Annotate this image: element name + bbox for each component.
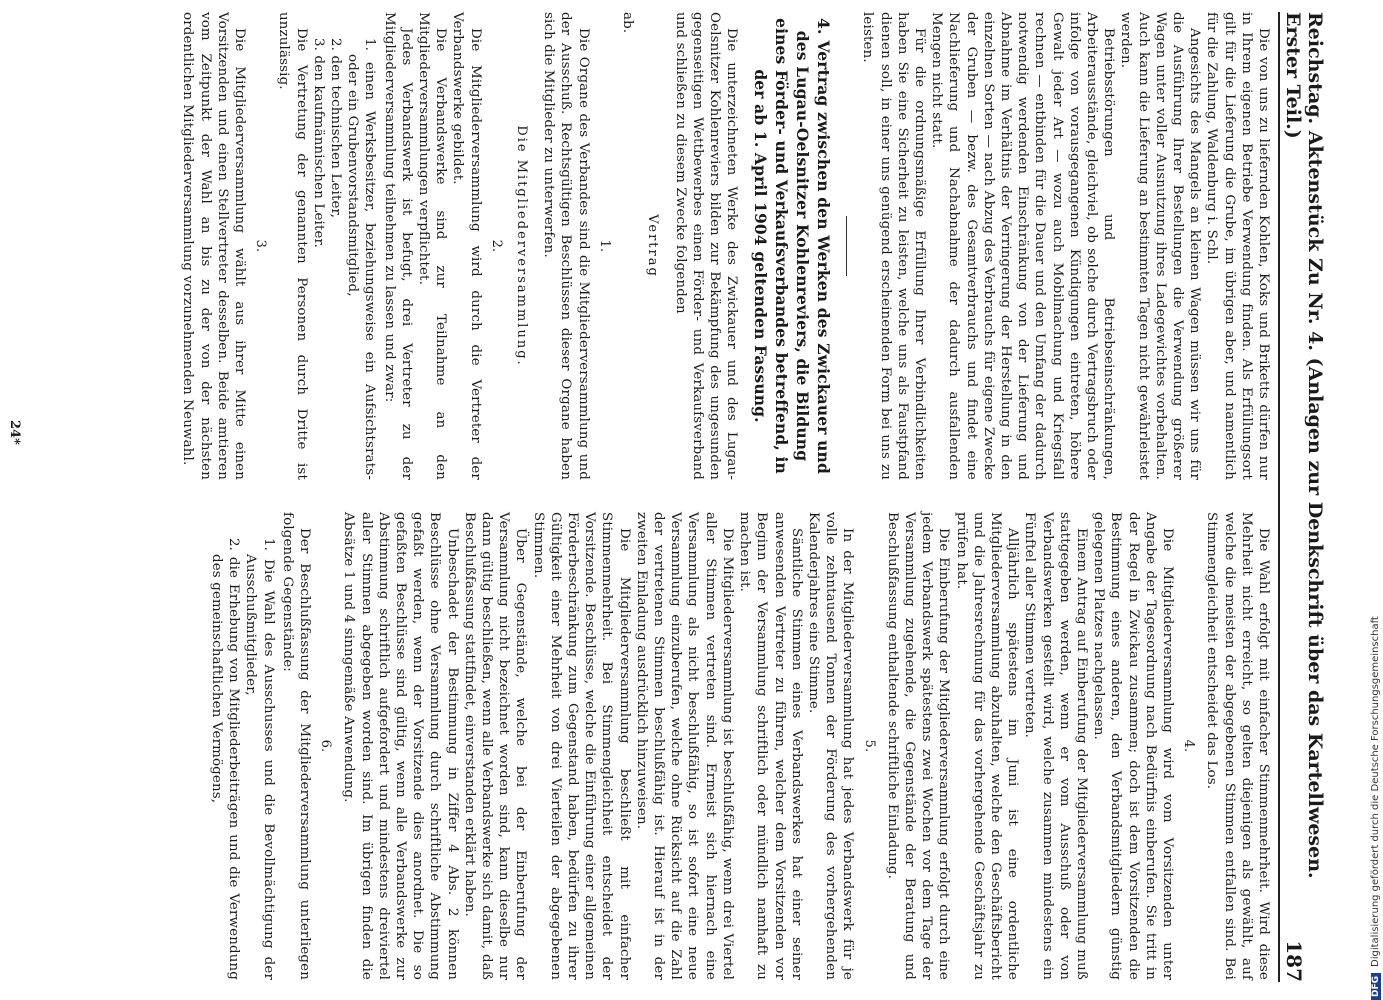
section-number: 5. <box>861 739 877 753</box>
dfg-logo: DFG <box>1371 973 1381 1000</box>
printer-signature: 24* <box>7 420 22 445</box>
section-divider <box>846 216 847 276</box>
paragraph: Die Vertretung der genannten Personen durch Dritte ist unzulässig. <box>276 12 309 480</box>
section-number: 4. <box>1181 739 1197 753</box>
section-number: 2. <box>488 239 504 253</box>
paragraph: Die Mitgliederversammlung ist beschlußfähig, wenn drei Viertel aller Stimmen vertreten sind. Ermeist sich hiernach eine Versammlung als nicht beschlußfähig, so ist sofort eine neue Versammlung einzuberufen, welche ohne Rücksicht auf die Zahl der vertretenen Stimmen beschlußfähig ist. Hierauf ist in der zweiten Einladung ausdrücklich hinzuweisen. <box>633 512 735 980</box>
paragraph: Die von uns zu liefernden Kohlen, Koks und Briketts dürfen nur in Ihrem eigenen Betriebe Verwendung finden. Als Erfüllungsort gilt für die Lieferung die Grube, im übrigen aber, und namentlich für die Zahlung, Waldenburg i. Schl. <box>1204 12 1271 480</box>
paragraph: Die Mitgliederversammlung beschließt mit einfacher Stimmenmehrheit. Bei Stimmengleichheit entscheidet der Vorsitzende. Beschlüsse, welche die Einführung einer allgemeinen Förderbeschränkung zum Gegenstand haben, bedürfen zu ihrer Gültigkeit einer Mehrheit von drei Vierteilen der abgegebenen Stimmen. <box>530 512 632 980</box>
paragraph: Sämtliche Stimmen eines Verbandswerkes hat einer seiner anwesenden Vertreter zu führen, welcher dem Vorsitzenden vor Beginn der Versammlung schriftlich oder mündlich namhaft zu machen ist. <box>737 512 804 980</box>
credit-text: Digitalisierung gefördert durch die Deutsche Forschungsgemeinschaft <box>1370 616 1381 967</box>
text-column-second <box>208 512 1272 980</box>
section-number: 3. <box>253 239 269 253</box>
paragraph: Die Verbandswerke sind zur Teilnahme an den Mitgliederversammlungen verpflichtet. <box>416 12 449 480</box>
paragraph: Die Organe des Verbandes sind die Mitgliederversammlung und der Ausschuß. Rechtsgültigen Beschlüssen dieser Organe haben sich die Mitglieder zu unterwerfen. <box>541 12 591 480</box>
section-number: 1. <box>596 239 612 253</box>
paragraph: Die Mitgliederversammlung wird durch die Vertreter der Verbandswerke gebildet. <box>450 12 483 480</box>
digitization-credit <box>1370 200 1381 1000</box>
list-item: 2. die Erhebung von Mitgliederbeiträgen und die Verwendung des gemeinschaftlichen Vermögens, <box>209 538 242 980</box>
paragraph: Unbeschadet der Bestimmung in Ziffer 4 Abs. 2 können Beschlüsse ohne Versammlung durch schriftliche Abstimmung gefaßt werden, wenn der Vorsitzende dies anordnet. Die so gefaßten Beschlüsse sind gültig, wenn alle Verbandswerke zur Abstimmung schriftlich aufgefordert und mindestens dreiviertel aller Stimmen abgegeben worden sind. Im übrigen finden die Absätze 1 und 4 sinngemäße Anwendung. <box>341 512 460 980</box>
subheading-vertrag: Vertrag <box>645 214 661 278</box>
contract-title-text: Vertrag zwischen den Werken des Zwickauer und des Lugau-Oelsnitzer Kohlenreviers, die Bildung eines Förder- und Verkaufsverbandes betreffend, in der ab 1. April 1904 geltenden Fassung. <box>751 18 834 474</box>
running-title: Reichstag. Aktenstück Zu Nr. 4. (Anlagen zur Denkschrift über das Kartellwesen. Erster Teil.) <box>1282 12 1326 879</box>
paragraph: Die Mitgliederversammlung wählt aus ihrer Mitte einen Vorsitzenden und einen Stellvertreter desselben. Beide amtieren vom Zeitpunkt der Wahl an bis zu der von der nächsten ordentlichen Mitgliederversammlung vorzunehmenden Neuwahl. <box>180 12 248 480</box>
page-header <box>1278 12 1326 982</box>
paragraph: In der Mitgliederversammlung hat jedes Verbandswerk für je volle zehntausend Tonnen der Förderung des vorhergehenden Kalenderjahres eine Stimme. <box>805 512 856 980</box>
list-item: 1. Die Wahl des Ausschusses und die Bevollmächtigung der Ausschußmitglieder, <box>243 538 276 980</box>
paragraph: Angesichts des Mangels an kleinen Wagen müssen wir uns für die Ausführung Ihrer Bestellungen die Verwendung größerer Wagen unter voller Ausnutzung ihres Ladegewichtes vorbehalten. Auch kann die Lieferung an bestimmten Tagen nicht gewährleistet werden. <box>1118 12 1203 480</box>
paragraph: Für die ordnungsmäßige Erfüllung Ihrer Verbindlichkeiten haben Sie eine Sicherheit zu leisten, welche uns als Faustpfand dienen soll, in einer uns genügend erscheinenden Form bei uns zu leisten. <box>860 12 927 480</box>
paragraph: Die Mitgliederversammlung wird vom Vorsitzenden unter Angabe der Tagesordnung nach Bedürfnis einberufen. Sie tritt in der Regel in Zwickau zusammen; doch ist dem Vorsitzenden die Bestimmung eines anderen, den Verbandsmitgliedern günstig gelegenen Platzes nachgelassen. <box>1091 512 1175 980</box>
paragraph: Alljährlich spätestens im Juni ist eine ordentliche Mitgliederversammlung abzuhalten, welche den Geschäftsbericht und die Jahresrechnung für das vorhergehende Geschäftsjahr zu prüfen hat. <box>953 512 1021 980</box>
paragraph: Über Gegenstände, welche bei der Einberufung der Versammlung nicht bezeichnet worden sind, kann dieselbe nur dann gültig beschließen, wenn alle Verbandswerke sich damit, daß Beschlußfassung stattfindet, einverstanden erklärt haben. <box>461 512 529 980</box>
resolution-list <box>208 538 277 980</box>
paragraph: Der Beschlußfassung der Mitgliederversammlung unterliegen folgende Gegenstände: <box>279 512 313 980</box>
list-item: 2. den technischen Leiter, <box>328 38 344 219</box>
subheading-mitgliederversammlung: Die Mitgliederversammlung. <box>514 125 530 367</box>
text-column-first <box>179 12 1272 480</box>
paragraph: Betriebsstörungen und Betriebseinschränkungen, Arbeiterausstände, gleichviel, ob solche durch Vertragsbruch oder infolge von vorausgegangenen Kündigungen eintreten, höhere Gewalt jeder Art — wozu auch Mobilmachung und Kriegsfall rechnen — entbinden für die Dauer und den Umfang der dadurch notwendig werdenden Einschränkung von der Lieferung und Abnahme im Verhältnis der Verringerung der Herstellung in den einzelnen Sorten — nach Abzug des Verbrauchs für eigene Zwecke der Gruben — bezw. des Gesamtverbrauchs und findet eine Nachlieferung und Nachabnahme der dadurch ausfallenden Mengen nicht statt. <box>929 12 1117 480</box>
paragraph: Jedes Verbandswerk ist befugt, drei Vertreter zu der Mitgliederversammlung teilnehmen zu lassen und zwar: <box>381 12 414 480</box>
list-item: 1. einen Werksbesitzer, beziehungsweise ein Aufsichtsrats- oder ein Grubenvorstandsmitglied, <box>345 38 378 480</box>
paragraph: Einem Antrag auf Einberufung der Mitgliederversammlung muß stattgegeben werden, wenn er vom Ausschuß oder von Verbandswerken gestellt wird, welche zusammen mindestens ein Fünftel aller Stimmen vertreten. <box>1022 512 1089 980</box>
contract-number: 4. <box>814 18 834 35</box>
section-number: 6. <box>318 739 334 753</box>
paragraph: Die Wahl erfolgt mit einfacher Stimmenmehrheit. Wird diese Mehrheit nicht erreicht, so gelten diejenigen als gewählt, auf welche die meisten der abgegebenen Stimmen entfallen sind. Bei Stimmengleichheit entscheidet das Los. <box>1204 512 1271 980</box>
list-item: 3. den kaufmännischen Leiter. <box>310 38 326 249</box>
representative-list <box>310 38 379 480</box>
paragraph: Die Einberufung der Mitgliederversammlung erfolgt durch eine jedem Verbandswerk spätestens zwei Wochen vor dem Tage der Versammlung zugehende, die Gegenstände der Beratung und Beschlußfassung enthaltende schriftliche Einladung. <box>884 512 952 980</box>
paragraph: Die unterzeichneten Werke des Zwickauer und des Lugau-Oelsnitzer Kohlenreviers bilden zur Bekämpfung des ungesunden gegenseitigen Wettbewerbes einen Förder- und Verkaufsverband und schließen zu diesem Zwecke folgenden <box>672 12 740 480</box>
paragraph-end: ab. <box>620 12 636 34</box>
contract-title <box>750 12 834 480</box>
page-number: 187 <box>1282 940 1306 982</box>
